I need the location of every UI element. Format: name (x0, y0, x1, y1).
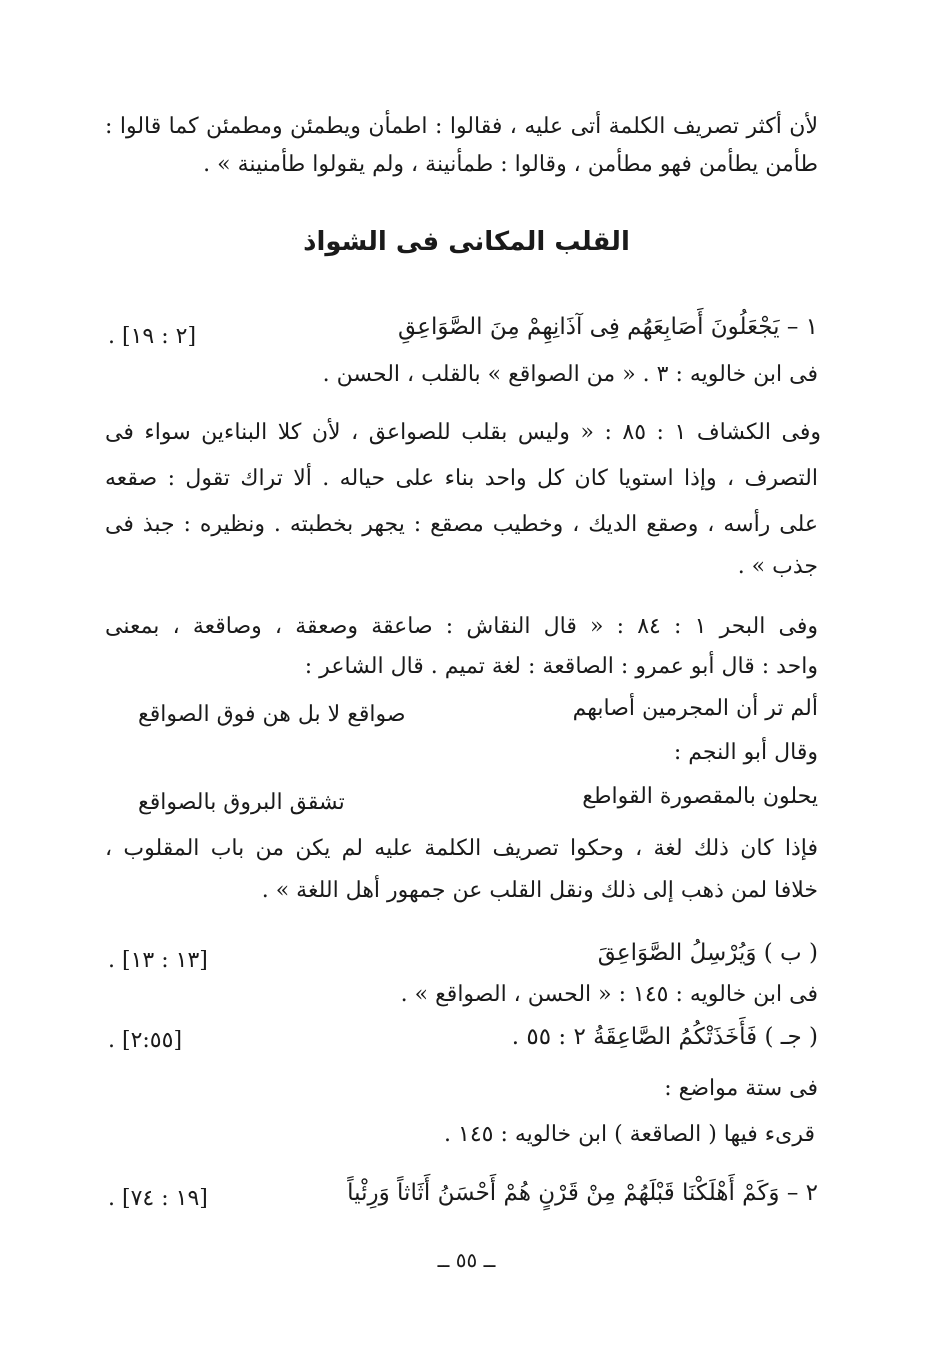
verse-1-reference: [٢ : ١٩] . (108, 324, 197, 349)
verse-2-reference: [١٩ : ٧٤] . (108, 1186, 208, 1211)
text-line: قرىء فيها ( الصاقعة ) ابن خالويه : ١٤٥ . (444, 1122, 815, 1147)
verse-1: ١ – يَجْعَلُونَ أَصَابِعَهُم فِى آذَانِهِمْ مِنَ الصَّوَاعِقِ (398, 314, 818, 340)
poem-hemistich-right: يحلون بالمقصورة القواطع (582, 784, 818, 809)
poem-hemistich-right: ألم تر أن المجرمين أصابهم (572, 696, 818, 721)
verse-2: ٢ – وَكَمْ أَهْلَكْنَا قَبْلَهُمْ مِنْ قَرْنٍ هُمْ أَحْسَنُ أَثَاثاً وَرِئْياً (347, 1180, 818, 1206)
text-line: فى ابن خالويه : ١٤٥ : « الحسن ، الصواقع » . (400, 982, 818, 1007)
text-line: خلافا لمن ذهب إلى ذلك ونقل القلب عن جمهور أهل اللغة » . (261, 878, 818, 903)
page-number: ــ ٥٥ ــ (437, 1248, 496, 1272)
text-line: طأمن يطأمن فهو مطأمن ، وقالوا : طمأنينة ، ولم يقولوا طأمنينة » . (203, 152, 818, 177)
text-line: على رأسه ، وصقع الديك ، وخطيب مصقع : يجهر بخطبته . ونظيره : جبذ فى (105, 512, 818, 537)
verse-c-reference: [٢:٥٥] . (108, 1028, 183, 1053)
text-line: جذب » . (737, 554, 818, 579)
text-line: واحد : قال أبو عمرو : الصاقعة : لغة تميم . قال الشاعر : (304, 654, 818, 679)
text-line: وفى البحر ١ : ٨٤ : « قال النقاش : صاعقة وصعقة ، وصاقعة ، بمعنى (105, 614, 818, 639)
text-line: فى ابن خالويه : ٣ . « من الصواقع » بالقلب ، الحسن . (322, 362, 818, 387)
text-line: فى ستة مواضع : (664, 1076, 818, 1101)
verse-b-reference: [١٣ : ١٣] . (108, 948, 208, 973)
section-heading: القلب المكانى فى الشواذ (303, 227, 630, 257)
text-line: وقال أبو النجم : (673, 740, 818, 765)
poem-hemistich-left: صواقع لا بل هن فوق الصواقع (138, 702, 406, 727)
text-line: وفى الكشاف ١ : ٨٥ : « وليس بقلب للصواعق ، لأن كلا البناءين سواء فى (105, 420, 821, 445)
poem-hemistich-left: تشقق البروق بالصواقع (138, 790, 345, 815)
text-line: التصرف ، وإذا استويا كان كل واحد بناء على حياله . ألا تراك تقول : صقعه (105, 466, 819, 491)
verse-b: ( ب ) وَيُرْسِلُ الصَّوَاعِقَ (597, 940, 818, 966)
verse-c: ( جـ ) فَأَخَذَتْكُمُ الصَّاعِقَةُ ٢ : ٥٥ . (511, 1024, 818, 1050)
text-line: لأن أكثر تصريف الكلمة أتى عليه ، فقالوا : اطمأن ويطمئن ومطمئن كما قالوا : (105, 114, 818, 139)
text-line: فإذا كان ذلك لغة ، وحكوا تصريف الكلمة عليه لم يكن من باب المقلوب ، (105, 836, 818, 861)
